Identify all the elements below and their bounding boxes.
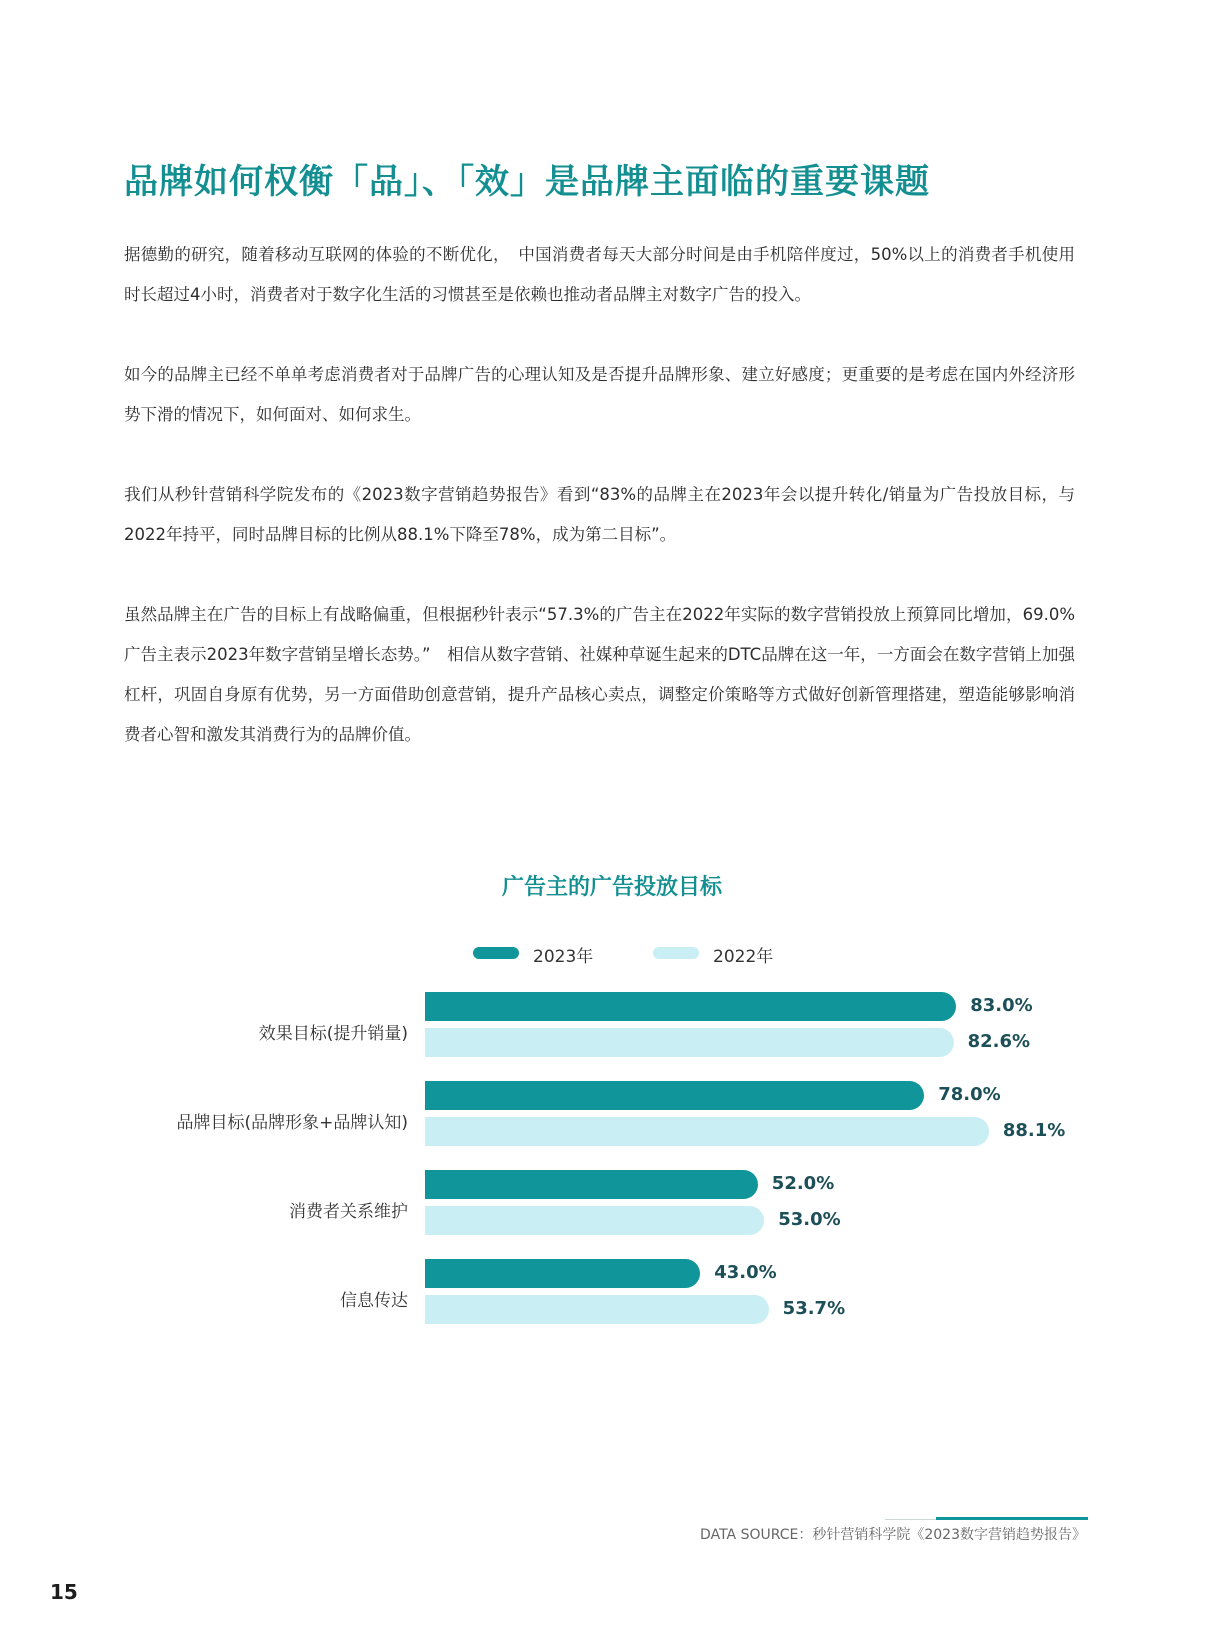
bar-2023 xyxy=(425,1259,700,1288)
bar-2022 xyxy=(425,1295,769,1324)
legend-swatch-2022 xyxy=(653,947,699,959)
chart-title: 广告主的广告投放目标 xyxy=(501,875,722,900)
data-label: 82.6% xyxy=(967,1031,1031,1052)
bar-2023 xyxy=(425,1081,924,1110)
bar-2022 xyxy=(425,1117,989,1146)
category-label: 消费者关系维护 xyxy=(289,1202,408,1222)
bar-2022 xyxy=(425,1028,954,1057)
data-label: 53.0% xyxy=(778,1209,841,1230)
page-title: 品牌如何权衡「品」、「效」是品牌主面临的重要课题 xyxy=(124,162,930,202)
paragraph-2: 如今的品牌主已经不单单考虑消费者对于品牌广告的心理认知及是否提升品牌形象、建立好感度；更重要的是考虑在国内外经济形势下滑的情况下，如何面对、如何求生。 xyxy=(124,365,1075,424)
legend-label-2022: 2022年 xyxy=(713,947,774,967)
data-label: 88.1% xyxy=(1002,1120,1066,1141)
source-accent-line xyxy=(936,1517,1088,1520)
category-label: 效果目标(提升销量) xyxy=(258,1024,408,1044)
bar-2022 xyxy=(425,1206,764,1235)
paragraph-3: 我们从秒针营销科学院发布的《2023数字营销趋势报告》看到“83%的品牌主在2023年会以提升转化/销量为广告投放目标，与2022年持平，同时品牌目标的比例从88.1%下降至78%，成为第二目标”。 xyxy=(124,485,1075,544)
data-label: 43.0% xyxy=(714,1262,777,1283)
legend-swatch-2023 xyxy=(473,947,519,959)
category-label: 信息传达 xyxy=(340,1291,408,1311)
data-label: 78.0% xyxy=(938,1084,1001,1105)
bar-2023 xyxy=(425,992,956,1021)
source-divider xyxy=(885,1519,936,1520)
data-source: DATA SOURCE：秒针营销科学院《2023数字营销趋势报告》 xyxy=(700,1527,1086,1543)
data-label: 52.0% xyxy=(771,1173,835,1194)
data-label: 53.7% xyxy=(782,1298,846,1319)
legend-label-2023: 2023年 xyxy=(533,947,594,967)
category-label: 品牌目标(品牌形象+品牌认知) xyxy=(176,1113,408,1133)
page-number: 15 xyxy=(50,1580,78,1604)
bar-2023 xyxy=(425,1170,758,1199)
paragraph-4: 虽然品牌主在广告的目标上有战略偏重，但根据秒针表示“57.3%的广告主在2022年实际的数字营销投放上预算同比增加，69.0%广告主表示2023年数字营销呈增长态势。” 相信从数字营销、社媒种草诞生起来的DTC品牌在这一年，一方面会在数字营销上加强杠杆，巩固自身原有优势，另一方面借助创意营销，提升产品核心卖点，调整定价策略等方式做好创新管理搭建，塑造能够影响消费者心智和激发其消费行为的品牌价值。 xyxy=(124,605,1075,744)
paragraph-1: 据德勤的研究，随着移动互联网的体验的不断优化， 中国消费者每天大部分时间是由手机陪伴度过，50%以上的消费者手机使用时长超过4小时，消费者对于数字化生活的习惯甚至是依赖也推动者品牌主对数字广告的投入。 xyxy=(124,245,1075,304)
data-label: 83.0% xyxy=(970,995,1033,1016)
